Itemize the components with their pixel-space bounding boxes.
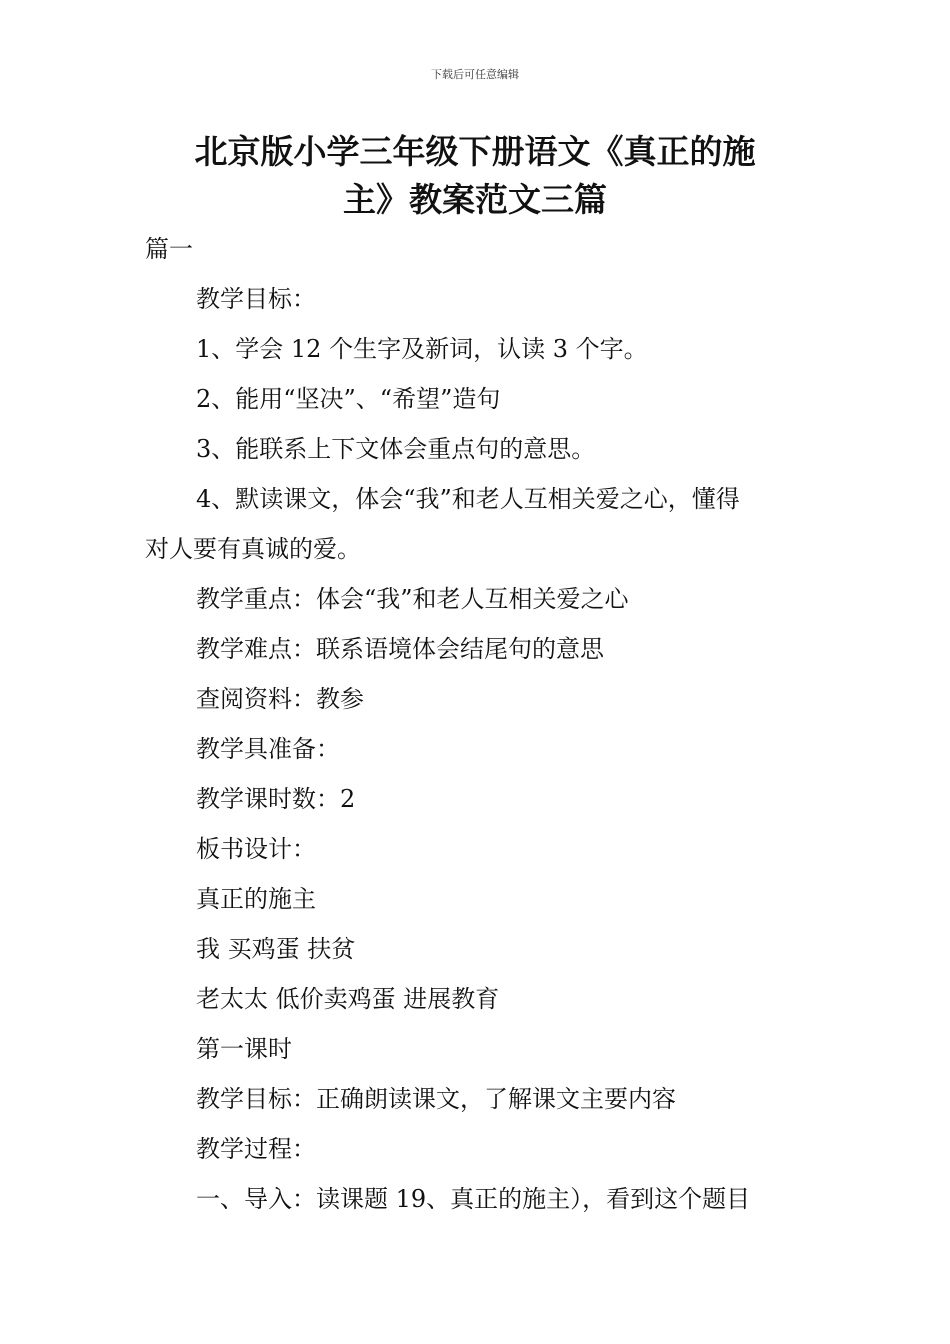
paragraph: 教学难点：联系语境体会结尾句的意思 bbox=[196, 635, 604, 663]
paragraph: 3、能联系上下文体会重点句的意思。 bbox=[196, 435, 596, 463]
title-line-2: 主》教案范文三篇 bbox=[343, 180, 607, 219]
paragraph: 老太太 低价卖鸡蛋 进展教育 bbox=[196, 985, 500, 1013]
paragraph: 教学过程： bbox=[196, 1135, 316, 1163]
document-title bbox=[140, 128, 810, 224]
paragraph: 查阅资料：教参 bbox=[196, 685, 364, 713]
paragraph: 板书设计： bbox=[196, 835, 316, 863]
paragraph: 我 买鸡蛋 扶贫 bbox=[196, 935, 356, 963]
paragraph: 一、导入：读课题 19、真正的施主），看到这个题目 bbox=[196, 1185, 751, 1213]
paragraph-continuation: 对人要有真诚的爱。 bbox=[145, 535, 361, 563]
section-heading: 篇一 bbox=[145, 235, 193, 263]
paragraph: 教学目标：正确朗读课文，了解课文主要内容 bbox=[196, 1085, 676, 1113]
paragraph: 真正的施主 bbox=[196, 885, 316, 913]
paragraph: 4、默读课文，体会“我”和老人互相关爱之心，懂得 bbox=[196, 485, 740, 513]
paragraph: 第一课时 bbox=[196, 1035, 292, 1063]
document-body bbox=[145, 226, 810, 1226]
title-line-1: 北京版小学三年级下册语文《真正的施 bbox=[194, 132, 756, 171]
paragraph: 1、学会 12 个生字及新词，认读 3 个字。 bbox=[196, 335, 648, 363]
paragraph: 2、能用“坚决”、“希望”造句 bbox=[196, 385, 501, 413]
paragraph: 教学课时数：2 bbox=[196, 785, 356, 813]
paragraph: 教学重点：体会“我”和老人互相关爱之心 bbox=[196, 585, 629, 613]
paragraph: 教学目标： bbox=[196, 285, 316, 313]
page-header-note: 下载后可任意编辑 bbox=[431, 68, 519, 81]
paragraph: 教学具准备： bbox=[196, 735, 340, 763]
